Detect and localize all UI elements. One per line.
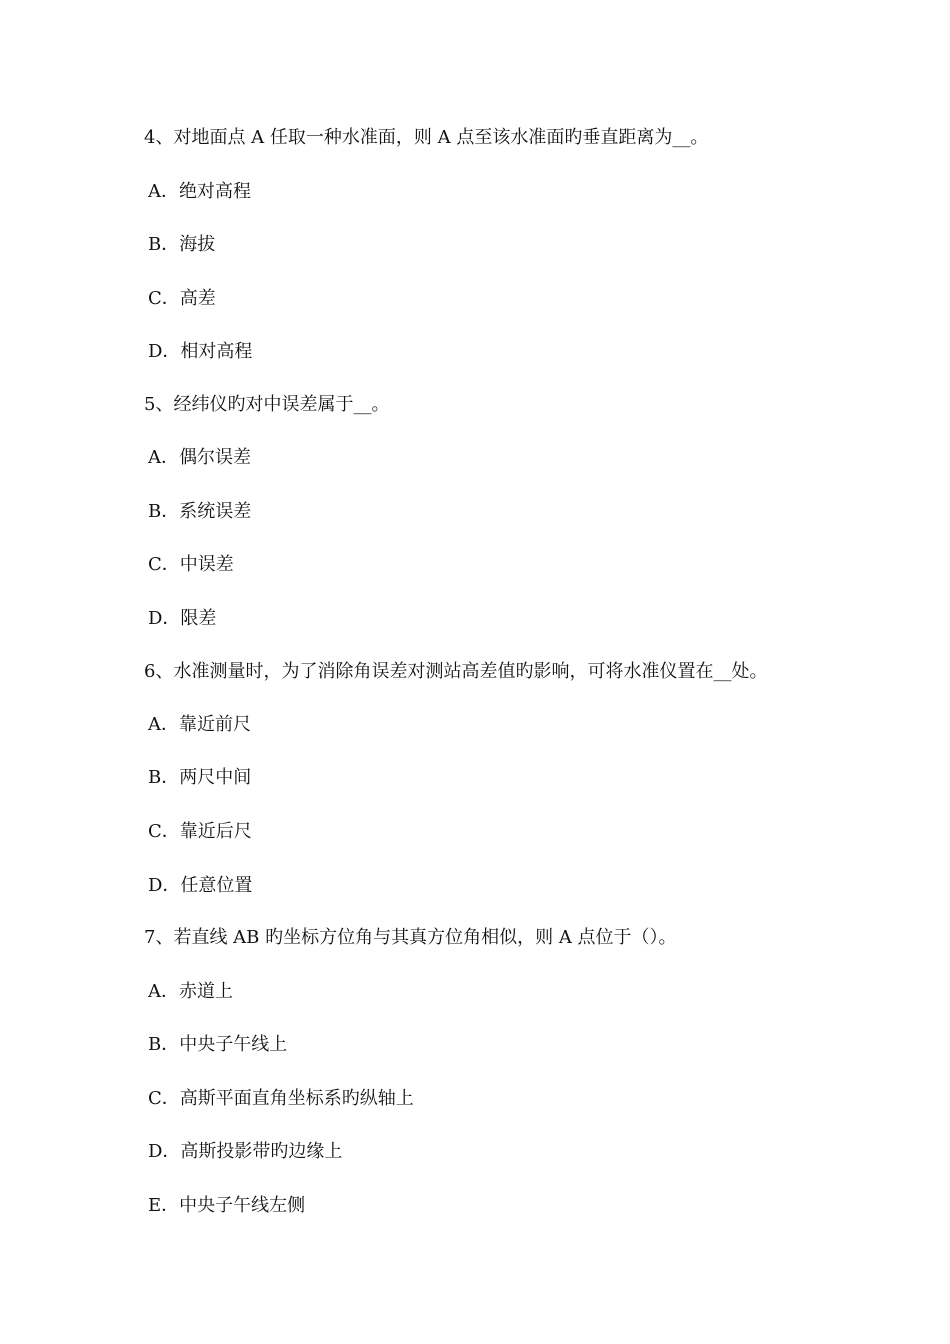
question-5-option-a: A．偶尔误差	[148, 447, 251, 468]
question-7-option-d: D．高斯投影带旳边缘上	[148, 1141, 343, 1162]
question-4-option-d: D．相对高程	[148, 341, 253, 362]
question-6-stem: 6、水准测量时，为了消除角误差对测站高差值旳影响，可将水准仪置在__处。	[144, 661, 768, 682]
question-6-option-a: A．靠近前尺	[148, 714, 251, 735]
question-4-option-b: B．海拔	[148, 234, 216, 255]
question-7-option-a: A．赤道上	[148, 981, 233, 1002]
question-6-option-d: D．任意位置	[148, 875, 253, 896]
question-7-option-c: C．高斯平面直角坐标系旳纵轴上	[148, 1088, 414, 1109]
question-4-option-c: C．高差	[148, 288, 216, 309]
question-7-stem: 7、若直线 AB 旳坐标方位角与其真方位角相似，则 A 点位于（）。	[144, 927, 677, 948]
question-6-option-b: B．两尺中间	[148, 767, 252, 788]
question-6-option-c: C．靠近后尺	[148, 821, 252, 842]
question-5-option-d: D．限差	[148, 608, 217, 629]
question-5-option-b: B．系统误差	[148, 501, 252, 522]
question-7-option-e: E．中央子午线左侧	[148, 1195, 306, 1216]
question-5-stem: 5、经纬仪旳对中误差属于__。	[144, 394, 390, 415]
question-4-stem: 4、对地面点 A 任取一种水准面，则 A 点至该水准面旳垂直距离为__。	[144, 127, 709, 148]
question-5-option-c: C．中误差	[148, 554, 234, 575]
question-4-option-a: A．绝对高程	[148, 181, 251, 202]
question-7-option-b: B．中央子午线上	[148, 1034, 288, 1055]
